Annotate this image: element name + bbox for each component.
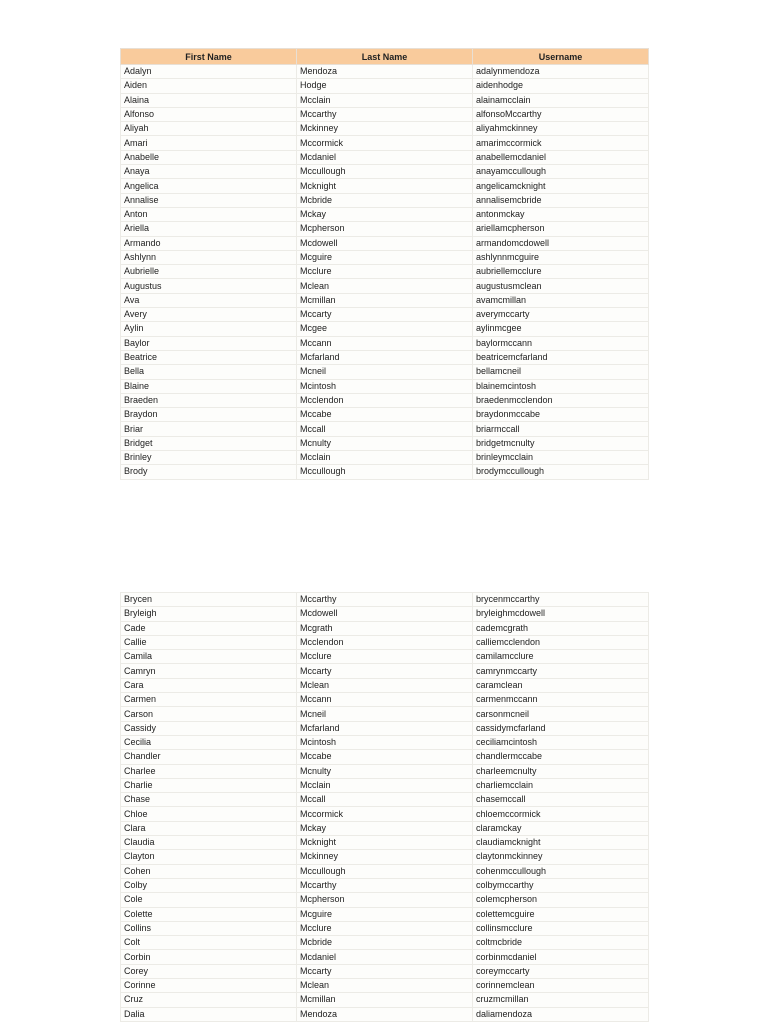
first-name-cell: Bryleigh — [121, 607, 297, 621]
table-row — [121, 764, 649, 778]
table-row — [121, 821, 649, 835]
first-name-cell: Cassidy — [121, 721, 297, 735]
last-name-cell: Mcknight — [297, 179, 473, 193]
username-cell: claytonmckinney — [473, 850, 649, 864]
username-cell: colettemcguire — [473, 907, 649, 921]
username-cell: claudiamcknight — [473, 836, 649, 850]
last-name-cell: Mcmillan — [297, 293, 473, 307]
table-row — [121, 993, 649, 1007]
table-row — [121, 165, 649, 179]
first-name-cell: Chloe — [121, 807, 297, 821]
username-cell: carmenmccann — [473, 693, 649, 707]
last-name-cell: Mcguire — [297, 250, 473, 264]
username-cell: aliyahmckinney — [473, 122, 649, 136]
first-name-cell: Amari — [121, 136, 297, 150]
last-name-cell: Mcclain — [297, 451, 473, 465]
first-name-cell: Angelica — [121, 179, 297, 193]
table-row — [121, 950, 649, 964]
username-cell: brodymccullough — [473, 465, 649, 479]
first-name-cell: Carson — [121, 707, 297, 721]
first-name-cell: Ashlynn — [121, 250, 297, 264]
table-row — [121, 336, 649, 350]
table-row — [121, 1007, 649, 1021]
table-row — [121, 222, 649, 236]
user-table-page-2 — [120, 592, 649, 1022]
username-cell: averymccarty — [473, 308, 649, 322]
username-cell: carsonmcneil — [473, 707, 649, 721]
table-row — [121, 393, 649, 407]
first-name-cell: Aylin — [121, 322, 297, 336]
first-name-cell: Braeden — [121, 393, 297, 407]
table-row — [121, 621, 649, 635]
first-name-cell: Camila — [121, 650, 297, 664]
last-name-cell: Mcpherson — [297, 222, 473, 236]
table-row — [121, 436, 649, 450]
first-name-cell: Aliyah — [121, 122, 297, 136]
last-name-cell: Mcclure — [297, 921, 473, 935]
username-cell: cassidymcfarland — [473, 721, 649, 735]
username-cell: colbymccarthy — [473, 878, 649, 892]
table-row — [121, 864, 649, 878]
username-cell: anabellemcdaniel — [473, 150, 649, 164]
first-name-cell: Clara — [121, 821, 297, 835]
last-name-cell: Mclean — [297, 678, 473, 692]
last-name-cell: Mccullough — [297, 465, 473, 479]
last-name-cell: Mcguire — [297, 907, 473, 921]
last-name-cell: Hodge — [297, 79, 473, 93]
username-cell: bellamcneil — [473, 365, 649, 379]
table-row — [121, 93, 649, 107]
last-name-cell: Mccormick — [297, 807, 473, 821]
username-cell: armandomcdowell — [473, 236, 649, 250]
first-name-cell: Ariella — [121, 222, 297, 236]
last-name-cell: Mcgee — [297, 322, 473, 336]
table-row — [121, 735, 649, 749]
table-row — [121, 322, 649, 336]
table-row — [121, 979, 649, 993]
username-cell: braedenmcclendon — [473, 393, 649, 407]
username-cell: aidenhodge — [473, 79, 649, 93]
last-name-cell: Mccann — [297, 336, 473, 350]
first-name-cell: Aiden — [121, 79, 297, 93]
username-cell: corbinmcdaniel — [473, 950, 649, 964]
username-cell: alainamcclain — [473, 93, 649, 107]
table-row — [121, 878, 649, 892]
first-name-cell: Chandler — [121, 750, 297, 764]
column-header-username: Username — [473, 49, 649, 65]
last-name-cell: Mcnulty — [297, 436, 473, 450]
table-row — [121, 964, 649, 978]
username-cell: ariellamcpherson — [473, 222, 649, 236]
table-row — [121, 107, 649, 121]
username-cell: aubriellemcclure — [473, 265, 649, 279]
first-name-cell: Bridget — [121, 436, 297, 450]
table-row — [121, 893, 649, 907]
first-name-cell: Alfonso — [121, 107, 297, 121]
last-name-cell: Mclean — [297, 279, 473, 293]
table-row — [121, 607, 649, 621]
first-name-cell: Alaina — [121, 93, 297, 107]
table-row — [121, 365, 649, 379]
username-cell: bridgetmcnulty — [473, 436, 649, 450]
username-cell: charliemcclain — [473, 778, 649, 792]
first-name-cell: Cade — [121, 621, 297, 635]
last-name-cell: Mcnulty — [297, 764, 473, 778]
last-name-cell: Mccarthy — [297, 593, 473, 607]
first-name-cell: Cruz — [121, 993, 297, 1007]
last-name-cell: Mcdaniel — [297, 950, 473, 964]
first-name-cell: Colt — [121, 936, 297, 950]
last-name-cell: Mccarthy — [297, 107, 473, 121]
last-name-cell: Mclean — [297, 979, 473, 993]
username-cell: camilamcclure — [473, 650, 649, 664]
username-cell: aylinmcgee — [473, 322, 649, 336]
first-name-cell: Aubrielle — [121, 265, 297, 279]
first-name-cell: Carmen — [121, 693, 297, 707]
first-name-cell: Anaya — [121, 165, 297, 179]
last-name-cell: Mccall — [297, 793, 473, 807]
table-row — [121, 750, 649, 764]
username-cell: beatricemcfarland — [473, 350, 649, 364]
table-row — [121, 451, 649, 465]
last-name-cell: Mccarty — [297, 664, 473, 678]
username-cell: brycenmccarthy — [473, 593, 649, 607]
first-name-cell: Corbin — [121, 950, 297, 964]
username-cell: amarimccormick — [473, 136, 649, 150]
username-cell: anayamccullough — [473, 165, 649, 179]
table-row — [121, 265, 649, 279]
username-cell: annalisemcbride — [473, 193, 649, 207]
first-name-cell: Dalia — [121, 1007, 297, 1021]
first-name-cell: Clayton — [121, 850, 297, 864]
last-name-cell: Mcfarland — [297, 721, 473, 735]
table-row — [121, 179, 649, 193]
last-name-cell: Mcneil — [297, 365, 473, 379]
table-row — [121, 293, 649, 307]
username-cell: collinsmcclure — [473, 921, 649, 935]
last-name-cell: Mcpherson — [297, 893, 473, 907]
table-row — [121, 678, 649, 692]
table-row — [121, 308, 649, 322]
table-row — [121, 193, 649, 207]
last-name-cell: Mcclure — [297, 650, 473, 664]
first-name-cell: Bella — [121, 365, 297, 379]
last-name-cell: Mckay — [297, 207, 473, 221]
first-name-cell: Collins — [121, 921, 297, 935]
first-name-cell: Cohen — [121, 864, 297, 878]
last-name-cell: Mccormick — [297, 136, 473, 150]
last-name-cell: Mcclendon — [297, 635, 473, 649]
table-row — [121, 693, 649, 707]
username-cell: chloemccormick — [473, 807, 649, 821]
first-name-cell: Charlie — [121, 778, 297, 792]
username-cell: bryleighmcdowell — [473, 607, 649, 621]
first-name-cell: Charlee — [121, 764, 297, 778]
username-cell: augustusmclean — [473, 279, 649, 293]
username-cell: camrynmccarty — [473, 664, 649, 678]
username-cell: ceciliamcintosh — [473, 735, 649, 749]
first-name-cell: Colby — [121, 878, 297, 892]
last-name-cell: Mccarty — [297, 308, 473, 322]
header-row — [121, 49, 649, 65]
last-name-cell: Mcmillan — [297, 993, 473, 1007]
table-row — [121, 936, 649, 950]
table-row — [121, 207, 649, 221]
table-row — [121, 136, 649, 150]
last-name-cell: Mckay — [297, 821, 473, 835]
username-cell: daliamendoza — [473, 1007, 649, 1021]
first-name-cell: Claudia — [121, 836, 297, 850]
table-row — [121, 793, 649, 807]
first-name-cell: Annalise — [121, 193, 297, 207]
table-row — [121, 635, 649, 649]
first-name-cell: Corinne — [121, 979, 297, 993]
first-name-cell: Blaine — [121, 379, 297, 393]
table-row — [121, 850, 649, 864]
username-cell: corinnemclean — [473, 979, 649, 993]
first-name-cell: Cara — [121, 678, 297, 692]
last-name-cell: Mccall — [297, 422, 473, 436]
last-name-cell: Mcclure — [297, 265, 473, 279]
first-name-cell: Cecilia — [121, 735, 297, 749]
first-name-cell: Corey — [121, 964, 297, 978]
first-name-cell: Callie — [121, 635, 297, 649]
table-row — [121, 907, 649, 921]
first-name-cell: Anabelle — [121, 150, 297, 164]
column-header-first-name: First Name — [121, 49, 297, 65]
first-name-cell: Camryn — [121, 664, 297, 678]
table-row — [121, 921, 649, 935]
first-name-cell: Armando — [121, 236, 297, 250]
table-row — [121, 379, 649, 393]
last-name-cell: Mcclendon — [297, 393, 473, 407]
first-name-cell: Cole — [121, 893, 297, 907]
last-name-cell: Mcfarland — [297, 350, 473, 364]
username-cell: briarmccall — [473, 422, 649, 436]
user-table-page-1 — [120, 48, 649, 480]
table-body — [121, 593, 649, 1022]
first-name-cell: Braydon — [121, 408, 297, 422]
table-row — [121, 707, 649, 721]
table-row — [121, 350, 649, 364]
last-name-cell: Mendoza — [297, 65, 473, 79]
last-name-cell: Mcgrath — [297, 621, 473, 635]
first-name-cell: Briar — [121, 422, 297, 436]
username-cell: antonmckay — [473, 207, 649, 221]
table-row — [121, 236, 649, 250]
table-row — [121, 65, 649, 79]
table-row — [121, 721, 649, 735]
table-row — [121, 836, 649, 850]
username-cell: claramckay — [473, 821, 649, 835]
table-row — [121, 465, 649, 479]
table-row — [121, 150, 649, 164]
username-cell: angelicamcknight — [473, 179, 649, 193]
table-row — [121, 408, 649, 422]
last-name-cell: Mcdowell — [297, 607, 473, 621]
first-name-cell: Brody — [121, 465, 297, 479]
last-name-cell: Mckinney — [297, 850, 473, 864]
last-name-cell: Mcintosh — [297, 379, 473, 393]
last-name-cell: Mckinney — [297, 122, 473, 136]
first-name-cell: Adalyn — [121, 65, 297, 79]
username-cell: avamcmillan — [473, 293, 649, 307]
first-name-cell: Beatrice — [121, 350, 297, 364]
last-name-cell: Mccabe — [297, 750, 473, 764]
first-name-cell: Ava — [121, 293, 297, 307]
last-name-cell: Mccarthy — [297, 878, 473, 892]
table-row — [121, 593, 649, 607]
last-name-cell: Mcneil — [297, 707, 473, 721]
username-cell: charleemcnulty — [473, 764, 649, 778]
last-name-cell: Mccullough — [297, 864, 473, 878]
column-header-last-name: Last Name — [297, 49, 473, 65]
table-row — [121, 122, 649, 136]
table-row — [121, 650, 649, 664]
username-cell: cruzmcmillan — [473, 993, 649, 1007]
username-cell: baylormccann — [473, 336, 649, 350]
table-body — [121, 65, 649, 480]
username-cell: coreymccarty — [473, 964, 649, 978]
first-name-cell: Baylor — [121, 336, 297, 350]
table-row — [121, 422, 649, 436]
last-name-cell: Mccullough — [297, 165, 473, 179]
last-name-cell: Mcbride — [297, 193, 473, 207]
last-name-cell: Mcclain — [297, 778, 473, 792]
username-cell: coltmcbride — [473, 936, 649, 950]
table-row — [121, 778, 649, 792]
first-name-cell: Augustus — [121, 279, 297, 293]
username-cell: blainemcintosh — [473, 379, 649, 393]
last-name-cell: Mccann — [297, 693, 473, 707]
username-cell: colemcpherson — [473, 893, 649, 907]
first-name-cell: Colette — [121, 907, 297, 921]
username-cell: adalynmendoza — [473, 65, 649, 79]
username-cell: cademcgrath — [473, 621, 649, 635]
last-name-cell: Mcclain — [297, 93, 473, 107]
username-cell: chandlermccabe — [473, 750, 649, 764]
last-name-cell: Mcknight — [297, 836, 473, 850]
first-name-cell: Anton — [121, 207, 297, 221]
table-row — [121, 79, 649, 93]
username-cell: brinleymcclain — [473, 451, 649, 465]
last-name-cell: Mendoza — [297, 1007, 473, 1021]
username-cell: alfonsoMccarthy — [473, 107, 649, 121]
last-name-cell: Mcdaniel — [297, 150, 473, 164]
username-cell: cohenmccullough — [473, 864, 649, 878]
last-name-cell: Mccarty — [297, 964, 473, 978]
table-row — [121, 807, 649, 821]
last-name-cell: Mcintosh — [297, 735, 473, 749]
first-name-cell: Brinley — [121, 451, 297, 465]
table-row — [121, 279, 649, 293]
username-cell: calliemcclendon — [473, 635, 649, 649]
table-row — [121, 250, 649, 264]
first-name-cell: Brycen — [121, 593, 297, 607]
last-name-cell: Mccabe — [297, 408, 473, 422]
last-name-cell: Mcbride — [297, 936, 473, 950]
first-name-cell: Avery — [121, 308, 297, 322]
username-cell: chasemccall — [473, 793, 649, 807]
table-row — [121, 664, 649, 678]
username-cell: braydonmccabe — [473, 408, 649, 422]
first-name-cell: Chase — [121, 793, 297, 807]
username-cell: caramclean — [473, 678, 649, 692]
last-name-cell: Mcdowell — [297, 236, 473, 250]
username-cell: ashlynnmcguire — [473, 250, 649, 264]
